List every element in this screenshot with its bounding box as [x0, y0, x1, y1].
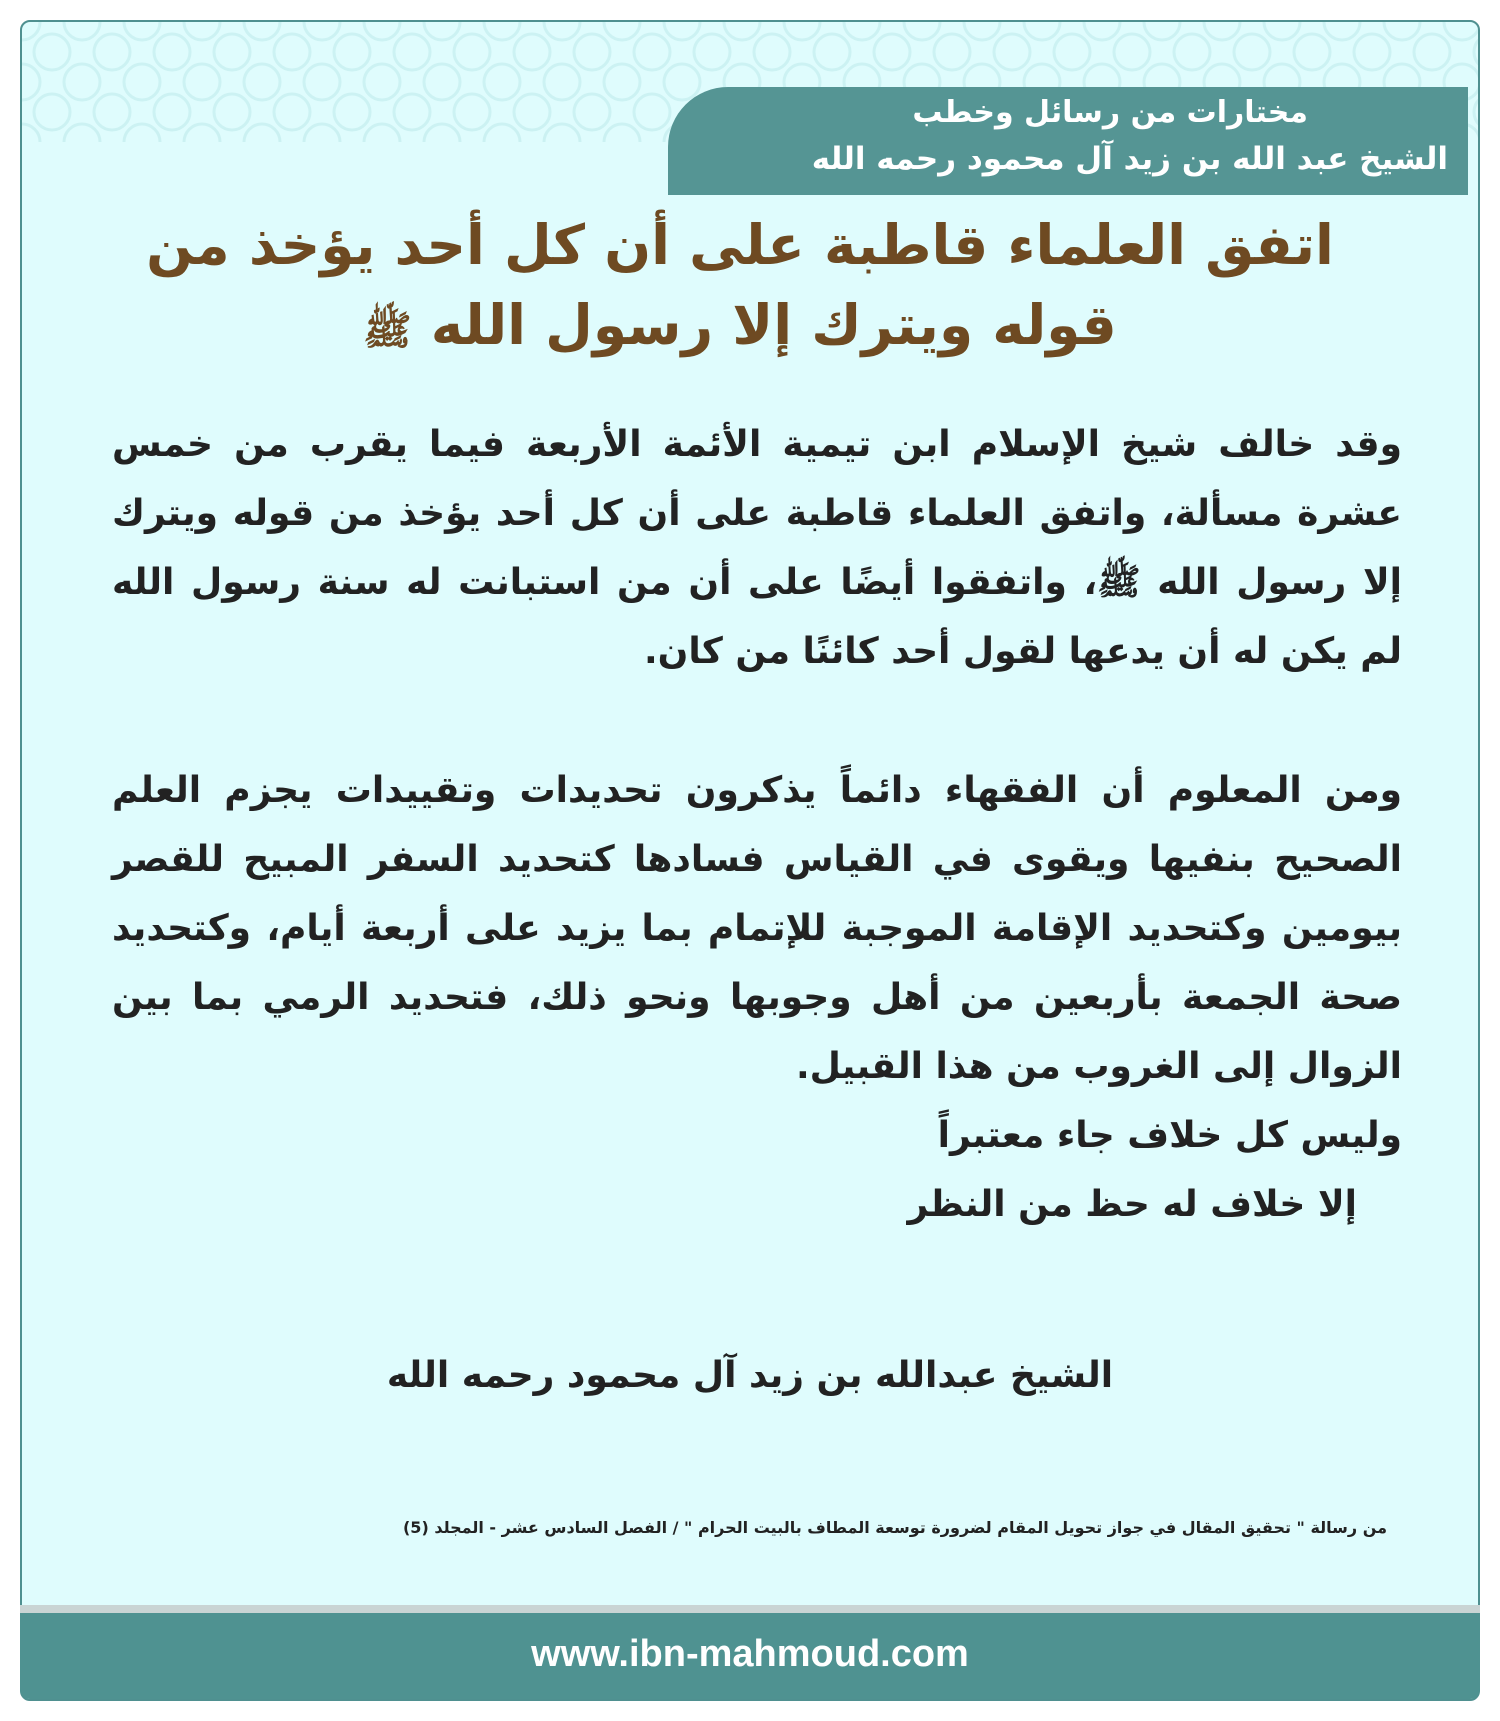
footer-divider	[20, 1605, 1480, 1613]
paragraph-2: ومن المعلوم أن الفقهاء دائماً يذكرون تحديدات وتقييدات يجزم العلم الصحيح بنفيها ويقوى في القياس فسادها كتحديد السفر المبيح للقصر بيومين وكتحديد الإقامة الموجبة للإتمام بما يزيد على أربعة أيام، وكتحديد صحة الجمعة بأربعين من أهل وجوبها ونحو ذلك، فتحديد الرمي بما بين الزوال إلى الغروب من هذا القبيل.	[112, 770, 1402, 1087]
article-title	[90, 205, 1390, 371]
author-signature: الشيخ عبدالله بن زيد آل محمود رحمه الله	[386, 1355, 1114, 1396]
footer-bar	[20, 1613, 1480, 1699]
verse-line-1: وليس كل خلاف جاء معتبراً	[937, 1115, 1402, 1156]
header-subtitle: مختارات من رسائل وخطب	[912, 95, 1308, 130]
salawat-ligature: ﷺ	[363, 308, 412, 354]
title-line-2-text: قوله ويترك إلا رسول الله	[430, 293, 1117, 357]
header-author: الشيخ عبد الله بن زيد آل محمود رحمه الله	[811, 141, 1448, 177]
title-line-1: اتفق العلماء قاطبة على أن كل أحد يؤخذ من	[146, 213, 1334, 277]
verse-line-2: إلا خلاف له حظ من النظر	[907, 1184, 1357, 1225]
source-citation: من رسالة " تحقيق المقال في جواز تحويل المقام لضرورة توسعة المطاف بالبيت الحرام " / الفصل السادس عشر - المجلد (5)	[402, 1518, 1387, 1537]
paragraph-1: وقد خالف شيخ الإسلام ابن تيمية الأئمة الأربعة فيما يقرب من خمس عشرة مسألة، واتفق العلماء قاطبة على أن كل أحد يؤخذ من قوله ويترك إلا رسول الله ﷺ، واتفقوا أيضًا على أن من استبانت له سنة رسول الله لم يكن له أن يدعها لقول أحد كائنًا من كان.	[112, 424, 1402, 672]
header-banner	[668, 87, 1468, 195]
article-body	[112, 410, 1402, 1239]
title-line-2	[90, 285, 1390, 371]
website-link[interactable]: www.ibn-mahmoud.com	[531, 1633, 969, 1675]
